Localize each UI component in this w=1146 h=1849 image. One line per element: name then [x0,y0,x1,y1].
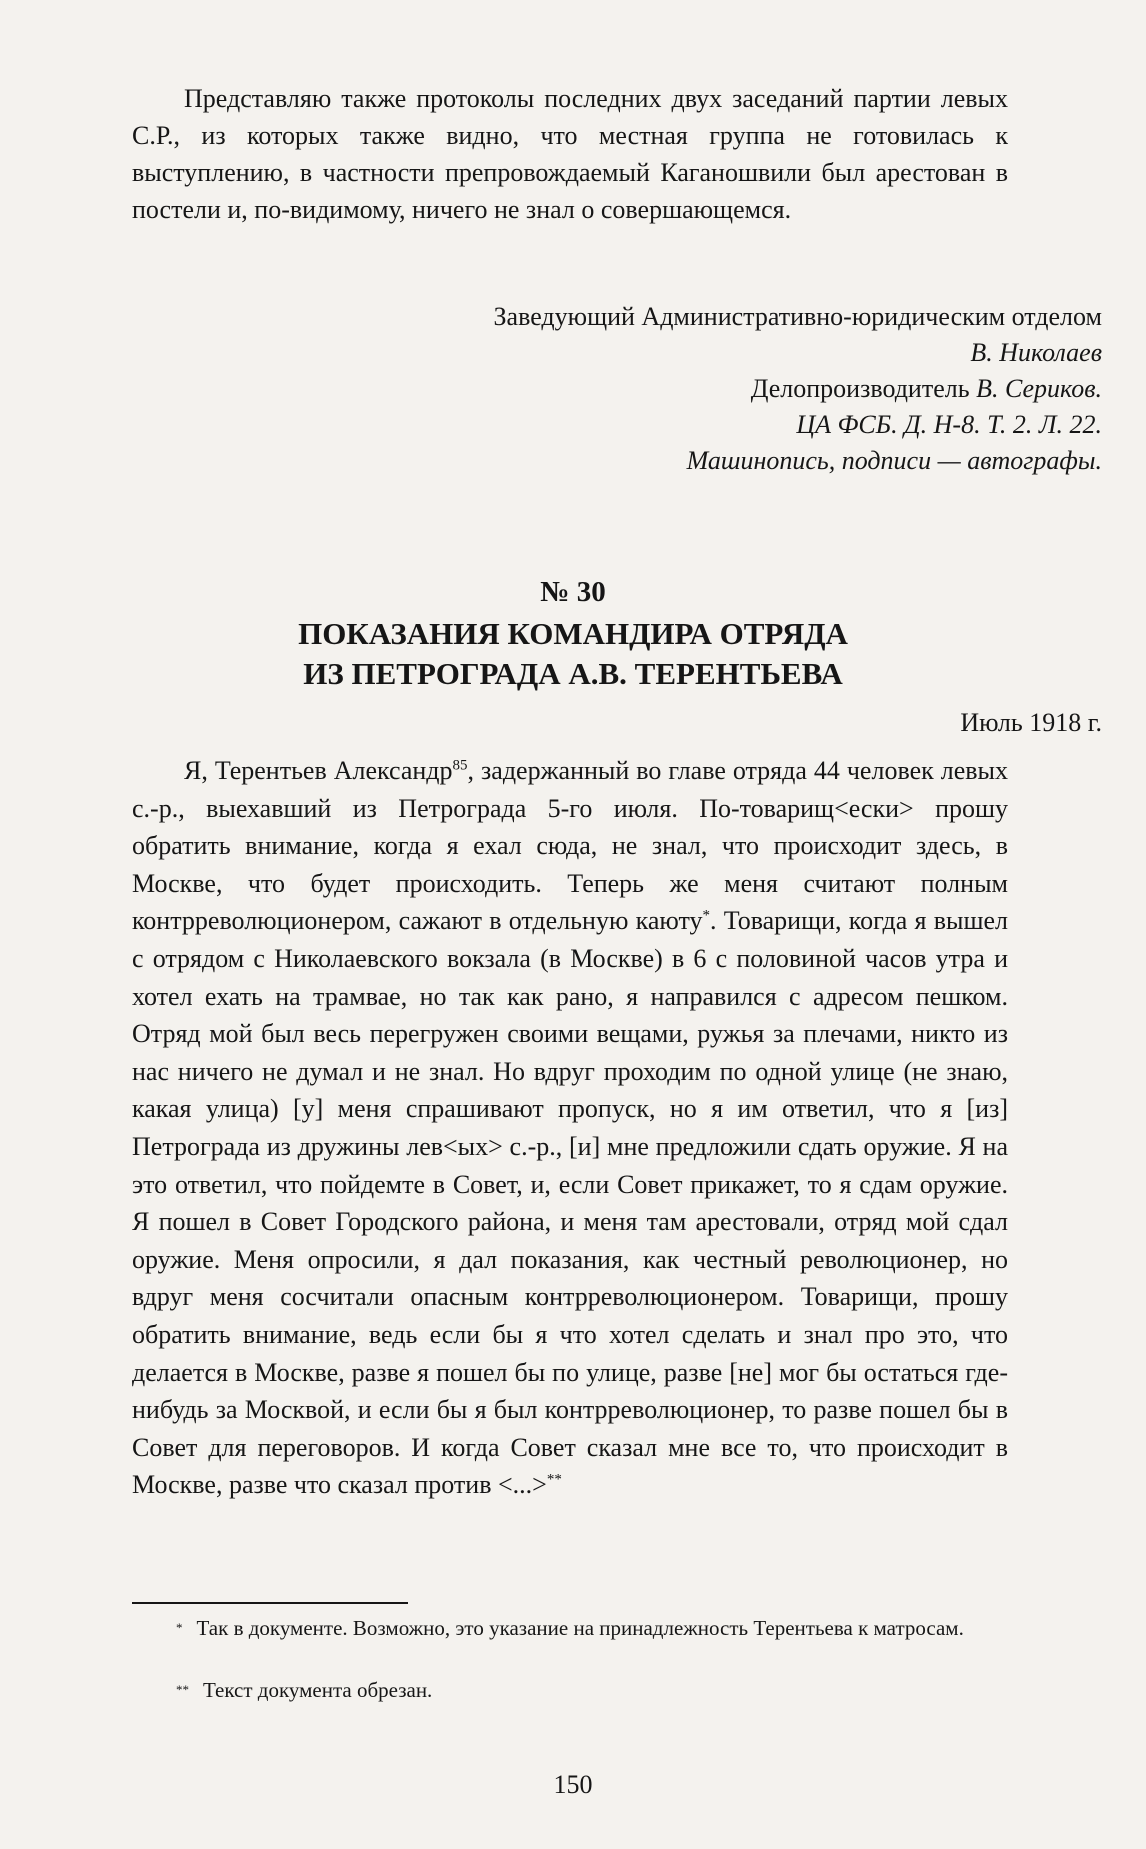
document-body [132,752,1008,1504]
footnote-2-mark: ** [176,1682,189,1697]
footnote-1 [132,1614,1008,1642]
heading-line-2: ИЗ ПЕТРОГРАДА А.В. ТЕРЕНТЬЕВА [303,656,843,691]
footnote-divider [132,1602,408,1604]
document-note: Машинопись, подписи — автографы. [686,446,1102,475]
page-number: 150 [553,1770,593,1799]
document-number: № 30 [540,576,606,608]
signature-head-title: Заведующий Административно-юридическим отделом [493,302,1102,331]
footnote-2 [132,1676,1008,1704]
document-date: Июль 1918 г. [960,708,1102,737]
clerk-title: Делопроизводитель [750,374,977,403]
archive-reference: ЦА ФСБ. Д. Н-8. Т. 2. Л. 22. [796,410,1102,439]
signature-clerk [751,371,1102,407]
footnote-1-mark: * [176,1620,183,1635]
footnote-2-text: Текст документа обрезан. [203,1678,433,1702]
heading-line-1: ПОКАЗАНИЯ КОМАНДИРА ОТРЯДА [298,616,848,651]
footnote-ref-double-star: ** [546,1471,562,1488]
footnote-ref-star: * [702,907,711,924]
signature-head-name: В. Николаев [970,338,1102,367]
body-text-mid: , задержанный во главе отряда 44 человек левых с.-р., выехавший из Петрограда 5-го июля. По-товарищ<ески> прошу обратить внимание, когда я ехал сюда, не знал, что происходит здесь, в Москве, что будет происходить. Теперь же меня считают полным контрреволюционером, сажают в отдельную каюту [132,756,1008,936]
lead-paragraph: Представляю также протоколы последних двух заседаний партии левых С.Р., из которых также видно, что местная группа не готовилась к выступлению, в частности препровождаемый Каганошвили был арестован в постели и, по-видимому, ничего не знал о совершающемся. [132,84,1008,224]
clerk-name: В. Сериков. [976,374,1102,403]
body-text-rest: . Товарищи, когда я вышел с отрядом с Николаевского вокзала (в Москве) в 6 с половиной часов утра и хотел ехать на трамвае, но так как рано, я направился с адресом пешком. Отряд мой был весь перегружен своими вещами, ружья за плечами, никто из нас ничего не думал и не знал. Но вдруг проходим по одной улице (не знаю, какая улица) [у] меня спрашивают пропуск, но я им ответил, что я [из] Петрограда из дружины лев<ых> с.-р., [и] мне предложили сдать оружие. Я на это ответил, что пойдемте в Совет, и, если Совет прикажет, то я сдам оружие. Я пошел в Совет Городского района, и меня там арестовали, отряд мой сдал оружие. Меня опросили, я дал показания, как честный революционер, но вдруг меня сосчитали опасным контрреволюционером. Товарищи, прошу обратить внимание, ведь если бы я что хотел сделать и знал про это, что делается в Москве, разве я пошел бы по улице, разве [не] мог бы остаться где-нибудь за Москвой, и если бы я был контрреволюционер, то разве пошел бы в Совет для переговоров. И когда Совет сказал мне все то, что происходит в Москве, разве что сказал против <...> [132,906,1008,1500]
document-heading [0,614,1146,694]
footnote-1-text: Так в документе. Возможно, это указание на принадлежность Терентьева к матросам. [196,1616,964,1640]
footnote-ref-85: 85 [452,757,468,774]
body-text-start: Я, Терентьев Александр [184,756,453,785]
